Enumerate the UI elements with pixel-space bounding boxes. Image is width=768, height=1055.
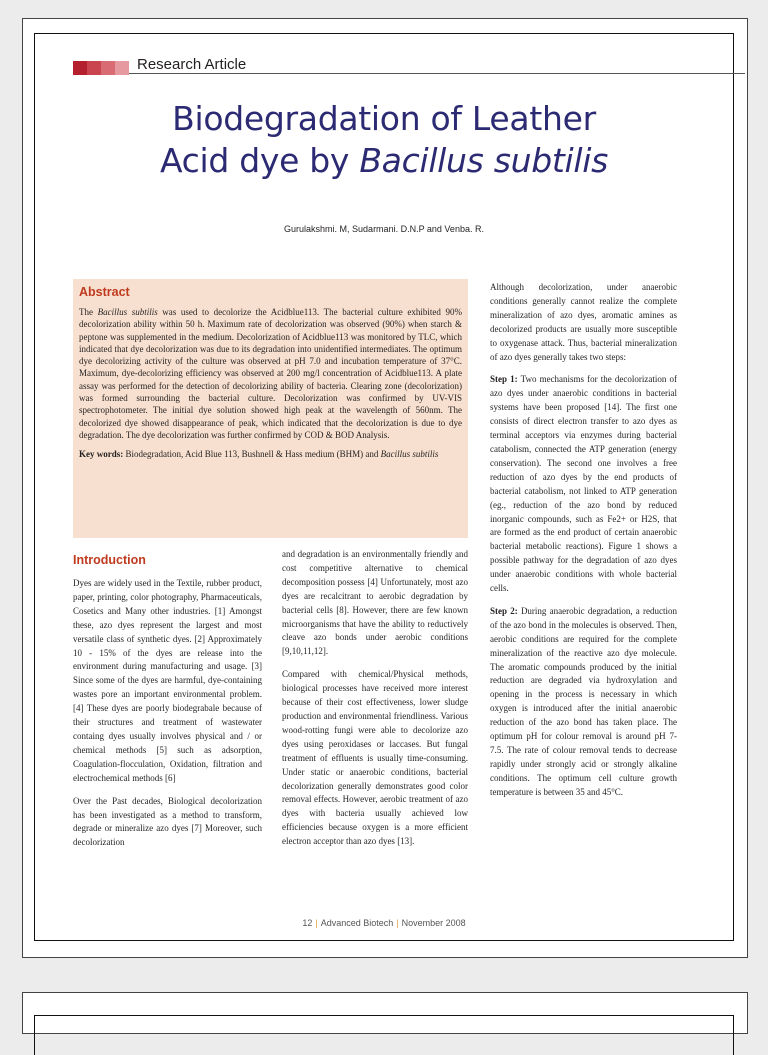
intro-paragraph-1: Dyes are widely used in the Textile, rubber product, paper, printing, color photography, Pharmaceuticals, Cosetics and Many other industries. [1] Amongst these, azo dyes represent the largest and most versatile class of synthetic dyes. [2] Approximately 10 - 15% of the dyes are release into the environment during manufacturing and usage. [3] Since some of the dyes are harmful, dye-containing wastes pore an important environmental problem. [4] These dyes are poorly biodegrabale because of their structures and treatment of wastewater containg dyes usually involves physical and / or chemical methods [5] such as adsorption, Coagulation-flocculation, Oxidation, filtration and electrochemical methods [6] — [73, 578, 262, 783]
keywords-species: Bacillus subtilis — [380, 449, 439, 460]
footer-separator-1: | — [315, 918, 318, 928]
step-2-text: During anaerobic degradation, a reduction of the azo bond in the molecules is observed. Then, aerobic conditions are required for the complete mineralization of the reactive azo dye molecule. The aromatic compounds produced by the initial reduction are degraded via hydroxylation and opening in the process is necessary in which oxygen is introduced after the initial anaerobic reduction of the azo bond has taken place. The optimum pH for colour removal is around pH 7-7.5. The rate of colour removal tends to decrease rapidly under strongly acid or strongly alkaline conditions. The optimum cell culture growth temperature is between 35 and 45°C. — [490, 605, 677, 797]
step-1-paragraph — [490, 373, 677, 596]
keywords-label: Key words: — [79, 449, 124, 460]
col2-paragraph-1: and degradation is an environmentally friendly and cost competitive alternative to chemical decomposition possess [4] Unfortunately, most azo dyes are recalcitrant to aerobic degradation by bacterial cells [8]. However, there are few known microorganisms that have the ability to reductively cleave azo bonds under aerobic conditions [9,10,11,12]. — [282, 549, 468, 657]
next-page — [22, 992, 748, 1034]
page-footer — [0, 918, 768, 928]
step-2-label: Step 2: — [490, 605, 518, 616]
column-2 — [282, 548, 468, 858]
col3-paragraph-1: Although decolorization, under anaerobic conditions generally cannot realize the complete mineralization of azo dyes, aromatic amines as decolorized products are usually more susceptible to oxygenase attack. Thus, bacterial mineralization of azo dyes generally takes two steps: — [490, 282, 677, 362]
page-number: 12 — [302, 918, 313, 928]
footer-separator-2: | — [396, 918, 399, 928]
introduction-heading: Introduction — [73, 553, 146, 567]
header-rule — [129, 73, 745, 74]
title-line-2-prefix: Acid dye by — [159, 141, 360, 180]
abstract-text-pre: The — [79, 307, 98, 317]
abstract-text — [79, 306, 462, 441]
title-line-2-species: Bacillus subtilis — [359, 141, 609, 180]
section-color-bar — [73, 61, 129, 75]
color-block-3 — [101, 61, 115, 75]
next-page-inner-border — [34, 1015, 734, 1055]
color-block-1 — [73, 61, 87, 75]
color-block-2 — [87, 61, 101, 75]
keywords — [79, 448, 462, 460]
color-block-4 — [115, 61, 129, 75]
journal-name: Advanced Biotech — [320, 918, 394, 928]
article-title — [0, 98, 768, 182]
keywords-text: Biodegradation, Acid Blue 113, Bushnell & Hass medium (BHM) and — [123, 449, 381, 460]
step-1-label: Step 1: — [490, 374, 518, 385]
col2-paragraph-2: Compared with chemical/Physical methods, biological processes have received more interest because of their cost effectiveness, lower sludge production and environmental friendliness. Various wood-rotting fungi were able to decolorize azo dyes using peroxidases or laccases. But fungal treatment of effluents is usually time-consuming. Under static or anaerobic conditions, bacterial decolorization generally demonstrates good color removal effects. However, aerobic treatment of azo dyes with bacteria usually achieved low efficiencies because oxygen is a more efficient electron acceptor than azo dyes [13]. — [282, 669, 468, 847]
column-1 — [73, 552, 262, 859]
abstract-box — [73, 279, 468, 538]
section-label: Research Article — [137, 56, 247, 73]
authors: Gurulakshmi. M, Sudarmani. D.N.P and Venba. R. — [284, 224, 484, 234]
title-line-1: Biodegradation of Leather — [172, 99, 596, 138]
step-2-paragraph — [490, 605, 677, 800]
abstract-heading: Abstract — [79, 285, 130, 299]
abstract-text-body: was used to decolorize the Acidblue113. The bacterial culture exhibited 90% decolorization ability within 50 h. Maximum rate of decolorization was observed (90%) when starch & peptone was supplemented in the medium. Decolorization of Acidblue113 was monitored by TLC, which indicated that dye decolorization was due to its degradation into unidentified intermediates. The optimum dye decolorizing activity of the culture was observed at pH 7.0 and incubation temperature of 37°C. Maximum, dye-decolorizing efficiency was observed at 200 mg/l concentration of Acidblue113. A plate assay was performed for the detection of decolorizing ability of bacteria. Clearing zone (decolorization) was formed surrounding the bacterial culture. Decolorization was confirmed by UV-VIS spectrophotometer. The initial dye solution showed high peak at the wavelength of 560nm. The decolorized dye showed disappearance of peak, which indicated that the decolorization is due to dye degradation. The dye decolorization was further confirmed by COD & BOD Analysis. — [79, 307, 462, 440]
abstract-species: Bacillus subtilis — [97, 307, 158, 317]
issue-date: November 2008 — [401, 918, 466, 928]
column-3 — [490, 281, 677, 809]
intro-paragraph-2: Over the Past decades, Biological decolorization has been investigated as a method to transform, degrade or mineralize azo dyes [7] Moreover, such decolorization — [73, 795, 262, 848]
step-1-text: Two mechanisms for the decolorization of azo dyes under anaerobic conditions in bacterial systems have been proposed [14]. The first one consists of direct electron transfer to azo dyes as terminal acceptors via enzymes during bacterial catabolism, connected the ATP generation (energy conservation). The second one involves a free reduction of azo dyes by the end products of bacterial catabolism, not linked to ATP generation (eg., reduction of the azo bond by reduced inorganic compounds, such as Fe2+ or H2S, that are formed as the end product of certain anaerobic bacterial metabolic reactions). Figure 1 shows a possible pathway for the degradation of azo dyes under anaerobic conditions with whole bacterial cells. — [490, 374, 677, 594]
